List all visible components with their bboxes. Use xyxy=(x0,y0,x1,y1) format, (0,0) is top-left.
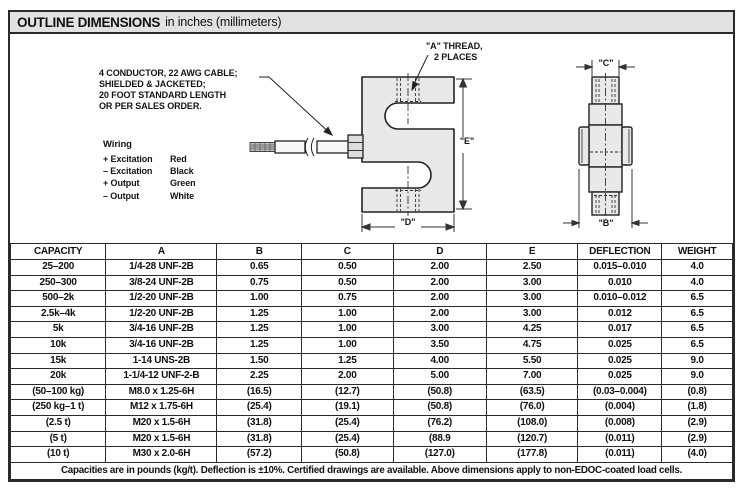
load-cell-line-drawing xyxy=(242,40,662,240)
table-cell: 1.00 xyxy=(301,322,393,338)
table-footnote-row xyxy=(11,462,733,479)
table-cell: (25.4) xyxy=(301,431,393,447)
outline-drawing-area xyxy=(10,34,733,243)
table-cell: (2.9) xyxy=(662,431,733,447)
table-cell: 9.0 xyxy=(662,353,733,369)
table-cell: 5k xyxy=(11,322,106,338)
table-cell: 6.5 xyxy=(662,322,733,338)
cable-note-line: OR PER SALES ORDER. xyxy=(99,101,202,111)
table-cell: 2.00 xyxy=(393,306,486,322)
table-cell: 2.00 xyxy=(393,260,486,276)
dimension-e xyxy=(456,79,472,209)
table-cell: (31.8) xyxy=(217,431,301,447)
table-row xyxy=(11,337,733,353)
table-cell: 0.010 xyxy=(578,275,662,291)
wiring-legend xyxy=(103,139,196,202)
table-cell: 250–300 xyxy=(11,275,106,291)
table-cell: (63.5) xyxy=(486,384,578,400)
table-header-row xyxy=(11,244,733,260)
cable-assembly xyxy=(250,135,363,158)
table-cell: (76.0) xyxy=(486,400,578,416)
table-cell: (50.8) xyxy=(393,384,486,400)
table-cell: 1/2-20 UNF-2B xyxy=(106,291,217,307)
table-cell: 0.017 xyxy=(578,322,662,338)
table-cell: (4.0) xyxy=(662,447,733,463)
col-header-d: D xyxy=(393,244,486,260)
table-cell: 0.010–0.012 xyxy=(578,291,662,307)
table-cell: 0.025 xyxy=(578,353,662,369)
cable-jacket xyxy=(317,141,349,153)
wiring-row xyxy=(103,153,196,165)
table-cell: 4.0 xyxy=(662,260,733,276)
table-cell: 15k xyxy=(11,353,106,369)
table-row xyxy=(11,369,733,385)
wiring-color: Black xyxy=(170,166,194,177)
table-row xyxy=(11,400,733,416)
table-cell: 0.75 xyxy=(217,275,301,291)
table-cell: 0.012 xyxy=(578,306,662,322)
left-flange xyxy=(579,127,589,165)
table-cell: M20 x 1.5-6H xyxy=(106,431,217,447)
table-cell: (127.0) xyxy=(393,447,486,463)
table-row xyxy=(11,431,733,447)
table-cell: 3.00 xyxy=(486,306,578,322)
col-header-e: E xyxy=(486,244,578,260)
table-cell: 4.0 xyxy=(662,275,733,291)
table-cell: 2.5k–4k xyxy=(11,306,106,322)
dim-label-d: "D" xyxy=(400,217,416,227)
table-cell: 0.025 xyxy=(578,369,662,385)
wiring-row xyxy=(103,177,196,189)
table-cell: (50.8) xyxy=(393,400,486,416)
table-cell: (108.0) xyxy=(486,415,578,431)
dim-label-e: "E" xyxy=(459,136,475,146)
table-cell: 2.00 xyxy=(301,369,393,385)
table-cell: 2.25 xyxy=(217,369,301,385)
table-cell: 0.015–0.010 xyxy=(578,260,662,276)
a-thread-line: 2 PLACES xyxy=(434,52,478,62)
table-cell: (57.2) xyxy=(217,447,301,463)
wiring-row xyxy=(103,165,196,177)
table-cell: 3/4-16 UNF-2B xyxy=(106,337,217,353)
cable-note xyxy=(99,68,237,112)
table-cell: (0.004) xyxy=(578,400,662,416)
wiring-color: Red xyxy=(170,154,187,164)
table-cell: (25.4) xyxy=(217,400,301,416)
wiring-terminal: – Output xyxy=(103,190,140,201)
cable-note-line: SHIELDED & JACKETED; xyxy=(99,79,206,89)
table-cell: 1.00 xyxy=(217,291,301,307)
table-cell: (1.8) xyxy=(662,400,733,416)
col-header-deflection: DEFLECTION xyxy=(578,244,662,260)
table-cell: 1/2-20 UNF-2B xyxy=(106,306,217,322)
table-cell: 9.0 xyxy=(662,369,733,385)
table-row xyxy=(11,322,733,338)
table-row xyxy=(11,260,733,276)
table-cell: 1.00 xyxy=(301,306,393,322)
table-cell: 1/4-28 UNF-2B xyxy=(106,260,217,276)
col-header-weight: WEIGHT xyxy=(662,244,733,260)
table-cell: 1.00 xyxy=(301,337,393,353)
table-cell: 1.50 xyxy=(217,353,301,369)
table-cell: M20 x 1.5-6H xyxy=(106,415,217,431)
right-flange xyxy=(622,127,632,165)
cable-break-mark xyxy=(311,138,314,156)
table-cell: 0.025 xyxy=(578,337,662,353)
table-cell: 3.50 xyxy=(393,337,486,353)
table-row xyxy=(11,384,733,400)
table-cell: 4.25 xyxy=(486,322,578,338)
table-cell: 2.00 xyxy=(393,291,486,307)
page-subtitle: in inches (millimeters) xyxy=(165,15,282,29)
wiring-terminal: + Output xyxy=(103,178,140,189)
table-cell: (50.8) xyxy=(301,447,393,463)
datasheet-page xyxy=(8,10,735,482)
table-cell: (88.9 xyxy=(393,431,486,447)
table-cell: 4.75 xyxy=(486,337,578,353)
table-cell: 3.00 xyxy=(486,291,578,307)
col-header-b: B xyxy=(217,244,301,260)
table-cell: (12.7) xyxy=(301,384,393,400)
section-title-bar xyxy=(10,12,733,34)
page-title: OUTLINE DIMENSIONS xyxy=(17,14,161,30)
table-cell: (19.1) xyxy=(301,400,393,416)
table-cell: 0.65 xyxy=(217,260,301,276)
table-cell: 5.50 xyxy=(486,353,578,369)
col-header-c: C xyxy=(301,244,393,260)
table-row xyxy=(11,353,733,369)
table-cell: 2.00 xyxy=(393,275,486,291)
table-row xyxy=(11,291,733,307)
table-cell: (5 t) xyxy=(11,431,106,447)
table-cell: (177.8) xyxy=(486,447,578,463)
table-cell: (10 t) xyxy=(11,447,106,463)
cable-note-line: 20 FOOT STANDARD LENGTH xyxy=(99,90,227,100)
cable-break-mark xyxy=(305,138,308,156)
table-cell: 0.75 xyxy=(301,291,393,307)
table-cell: 25–200 xyxy=(11,260,106,276)
table-cell: 7.00 xyxy=(486,369,578,385)
table-cell: 6.5 xyxy=(662,291,733,307)
table-cell: (50–100 kg) xyxy=(11,384,106,400)
table-cell: 1-14 UNS-2B xyxy=(106,353,217,369)
table-row xyxy=(11,447,733,463)
table-cell: M8.0 x 1.25-6H xyxy=(106,384,217,400)
table-cell: 6.5 xyxy=(662,337,733,353)
table-cell: (0.03–0.004) xyxy=(578,384,662,400)
load-cell-side-view xyxy=(579,73,632,219)
table-cell: 0.50 xyxy=(301,260,393,276)
col-header-a: A xyxy=(106,244,217,260)
table-cell: 3/4-16 UNF-2B xyxy=(106,322,217,338)
dim-label-b: "B" xyxy=(598,218,614,228)
wiring-terminal: + Excitation xyxy=(103,154,153,164)
col-header-capacity: CAPACITY xyxy=(11,244,106,260)
wiring-title: Wiring xyxy=(103,139,132,150)
table-cell: (2.5 t) xyxy=(11,415,106,431)
dim-label-c: "C" xyxy=(598,58,614,68)
table-cell: 6.5 xyxy=(662,306,733,322)
dimension-d xyxy=(362,214,454,232)
table-cell: (2.9) xyxy=(662,415,733,431)
table-footnote: Capacities are in pounds (kg/t). Deflection is ±10%. Certified drawings are available. Above dimensions apply to non-EDOC-coated load cells. xyxy=(11,462,733,479)
table-cell: (16.5) xyxy=(217,384,301,400)
cable-fitting-hex-nut xyxy=(348,135,363,158)
dimensions-table xyxy=(10,243,733,480)
table-cell: (0.008) xyxy=(578,415,662,431)
table-cell: 20k xyxy=(11,369,106,385)
cable-jacket xyxy=(275,141,305,153)
table-cell: 1.25 xyxy=(217,306,301,322)
table-cell: 1.25 xyxy=(301,353,393,369)
table-cell: (0.8) xyxy=(662,384,733,400)
table-cell: M30 x 2.0-6H xyxy=(106,447,217,463)
table-cell: 2.50 xyxy=(486,260,578,276)
table-cell: 10k xyxy=(11,337,106,353)
table-cell: (250 kg–1 t) xyxy=(11,400,106,416)
table-cell: 5.00 xyxy=(393,369,486,385)
table-cell: M12 x 1.75-6H xyxy=(106,400,217,416)
table-cell: (76.2) xyxy=(393,415,486,431)
table-cell: (120.7) xyxy=(486,431,578,447)
table-cell: 3.00 xyxy=(486,275,578,291)
table-cell: 3/8-24 UNF-2B xyxy=(106,275,217,291)
table-cell: (0.011) xyxy=(578,431,662,447)
table-row xyxy=(11,306,733,322)
table-cell: 1.25 xyxy=(217,322,301,338)
cable-note-line: 4 CONDUCTOR, 22 AWG CABLE; xyxy=(99,68,238,78)
table-row xyxy=(11,415,733,431)
table-cell: (0.011) xyxy=(578,447,662,463)
table-cell: (31.8) xyxy=(217,415,301,431)
table-cell: 1-1/4-12 UNF-2-B xyxy=(106,369,217,385)
wiring-color: Green xyxy=(170,178,196,189)
wiring-color: White xyxy=(170,190,194,201)
table-cell: 500–2k xyxy=(11,291,106,307)
table-cell: (25.4) xyxy=(301,415,393,431)
wiring-row xyxy=(103,190,196,202)
table-cell: 3.00 xyxy=(393,322,486,338)
table-cell: 0.50 xyxy=(301,275,393,291)
load-cell-front-view xyxy=(362,73,454,216)
wiring-terminal: – Excitation xyxy=(103,166,153,177)
table-cell: 1.25 xyxy=(217,337,301,353)
a-thread-line: "A" THREAD, xyxy=(426,41,483,51)
table-cell: 4.00 xyxy=(393,353,486,369)
table-row xyxy=(11,275,733,291)
